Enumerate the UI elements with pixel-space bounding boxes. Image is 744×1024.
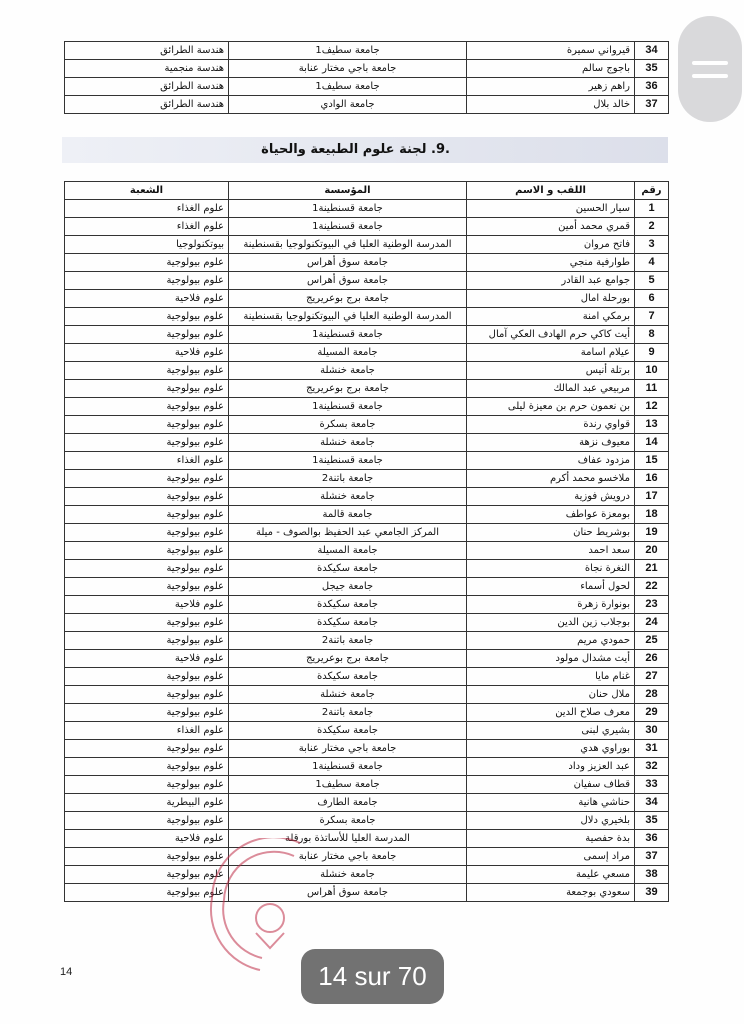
table-row xyxy=(65,758,669,776)
row-institution: جامعة قسنطينة1 xyxy=(229,200,467,218)
row-number: 20 xyxy=(635,542,669,560)
row-name: برتلة أنيس xyxy=(467,362,635,380)
row-number: 2 xyxy=(635,218,669,236)
row-institution: جامعة قالمة xyxy=(229,506,467,524)
row-number: 21 xyxy=(635,560,669,578)
row-number: 11 xyxy=(635,380,669,398)
table-row xyxy=(65,272,669,290)
row-specialty: علوم بيولوجية xyxy=(65,434,229,452)
row-specialty: هندسة منجمية xyxy=(65,60,229,78)
row-institution: جامعة قسنطينة1 xyxy=(229,758,467,776)
row-specialty: علوم بيولوجية xyxy=(65,848,229,866)
row-specialty: علوم البيطرية xyxy=(65,794,229,812)
page-number: 14 xyxy=(60,966,73,978)
row-institution: جامعة خنشلة xyxy=(229,434,467,452)
row-specialty: علوم بيولوجية xyxy=(65,776,229,794)
row-name: باجوج سالم xyxy=(467,60,635,78)
row-name: فاتح مروان xyxy=(467,236,635,254)
row-institution: جامعة قسنطينة1 xyxy=(229,398,467,416)
row-number: 34 xyxy=(635,42,669,60)
hamburger-menu-icon-bar xyxy=(692,74,728,78)
table-row xyxy=(65,416,669,434)
row-name: درويش فوزية xyxy=(467,488,635,506)
row-name: بوراوي هدي xyxy=(467,740,635,758)
row-number: 23 xyxy=(635,596,669,614)
row-institution: جامعة باتنة2 xyxy=(229,632,467,650)
row-number: 33 xyxy=(635,776,669,794)
row-name: قطاف سفيان xyxy=(467,776,635,794)
row-institution: جامعة قسنطينة1 xyxy=(229,218,467,236)
official-stamp xyxy=(200,838,310,978)
row-number: 16 xyxy=(635,470,669,488)
table-row xyxy=(65,60,669,78)
row-number: 36 xyxy=(635,830,669,848)
row-number: 26 xyxy=(635,650,669,668)
row-number: 6 xyxy=(635,290,669,308)
row-institution: جامعة باجي مختار عنابة xyxy=(229,848,467,866)
table-row xyxy=(65,848,669,866)
row-name: مراد إسمى xyxy=(467,848,635,866)
row-name: سعودي بوجمعة xyxy=(467,884,635,902)
row-name: طوارفية منجي xyxy=(467,254,635,272)
row-number: 36 xyxy=(635,78,669,96)
table-row xyxy=(65,578,669,596)
table-header-row xyxy=(65,182,669,200)
row-institution: جامعة سكيكدة xyxy=(229,560,467,578)
table-row xyxy=(65,668,669,686)
table-row xyxy=(65,78,669,96)
row-institution: جامعة بسكرة xyxy=(229,812,467,830)
row-specialty: علوم بيولوجية xyxy=(65,560,229,578)
table-row xyxy=(65,200,669,218)
row-institution: جامعة قسنطينة1 xyxy=(229,326,467,344)
row-name: ملاخسو محمد أكرم xyxy=(467,470,635,488)
row-specialty: هندسة الطرائق xyxy=(65,96,229,114)
table-row xyxy=(65,884,669,902)
table-row xyxy=(65,254,669,272)
table-row xyxy=(65,380,669,398)
table-row xyxy=(65,470,669,488)
row-name: مسعي عليمة xyxy=(467,866,635,884)
row-name: بورحلة امال xyxy=(467,290,635,308)
row-specialty: علوم بيولوجية xyxy=(65,578,229,596)
table-row xyxy=(65,362,669,380)
row-institution: جامعة سوق أهراس xyxy=(229,884,467,902)
table-row xyxy=(65,704,669,722)
table-row xyxy=(65,326,669,344)
row-institution: جامعة جيجل xyxy=(229,578,467,596)
row-name: أيت مشدال مولود xyxy=(467,650,635,668)
row-institution: جامعة سكيكدة xyxy=(229,596,467,614)
row-number: 15 xyxy=(635,452,669,470)
row-specialty: علوم الغذاء xyxy=(65,200,229,218)
row-specialty: علوم بيولوجية xyxy=(65,884,229,902)
row-specialty: علوم بيولوجية xyxy=(65,362,229,380)
row-name: حناشي هانية xyxy=(467,794,635,812)
row-specialty: علوم بيولوجية xyxy=(65,758,229,776)
table-row xyxy=(65,812,669,830)
row-name: قمري محمد أمين xyxy=(467,218,635,236)
header-num: رقم xyxy=(635,182,669,200)
row-specialty: علوم بيولوجية xyxy=(65,614,229,632)
table-row xyxy=(65,42,669,60)
row-institution: جامعة سوق أهراس xyxy=(229,272,467,290)
row-name: بلخيري دلال xyxy=(467,812,635,830)
row-specialty: علوم بيولوجية xyxy=(65,488,229,506)
table-row xyxy=(65,686,669,704)
row-institution: جامعة باتنة2 xyxy=(229,704,467,722)
row-institution: جامعة سكيكدة xyxy=(229,668,467,686)
row-number: 1 xyxy=(635,200,669,218)
row-institution: المدرسة العليا للأساتذة بورقلة xyxy=(229,830,467,848)
row-number: 35 xyxy=(635,60,669,78)
row-name: بومعزة عواطف xyxy=(467,506,635,524)
row-number: 37 xyxy=(635,848,669,866)
row-specialty: علوم فلاحية xyxy=(65,596,229,614)
row-institution: جامعة خنشلة xyxy=(229,866,467,884)
row-specialty: علوم بيولوجية xyxy=(65,380,229,398)
row-institution: المركز الجامعي عبد الحفيظ بوالصوف - ميلة xyxy=(229,524,467,542)
table-row xyxy=(65,740,669,758)
row-specialty: علوم بيولوجية xyxy=(65,326,229,344)
row-institution: جامعة باتنة2 xyxy=(229,470,467,488)
row-name: النغرة نجاة xyxy=(467,560,635,578)
row-specialty: علوم الغذاء xyxy=(65,452,229,470)
row-name: حمودي مريم xyxy=(467,632,635,650)
row-number: 24 xyxy=(635,614,669,632)
row-name: بوجلاب زين الدين xyxy=(467,614,635,632)
table-row xyxy=(65,614,669,632)
row-specialty: علوم بيولوجية xyxy=(65,506,229,524)
row-specialty: علوم بيولوجية xyxy=(65,542,229,560)
table-row xyxy=(65,722,669,740)
row-specialty: علوم بيولوجية xyxy=(65,668,229,686)
row-name: بشيري لبنى xyxy=(467,722,635,740)
row-institution: المدرسة الوطنية العليا في البيوتكنولوجيا بقسنطينة xyxy=(229,308,467,326)
row-number: 28 xyxy=(635,686,669,704)
committee-table xyxy=(64,181,669,902)
table-row xyxy=(65,308,669,326)
row-number: 13 xyxy=(635,416,669,434)
row-number: 37 xyxy=(635,96,669,114)
row-specialty: علوم بيولوجية xyxy=(65,470,229,488)
row-specialty: علوم بيولوجية xyxy=(65,686,229,704)
table-row xyxy=(65,434,669,452)
table-row xyxy=(65,290,669,308)
row-name: سيار الحسين xyxy=(467,200,635,218)
row-number: 27 xyxy=(635,668,669,686)
row-institution: جامعة باجي مختار عنابة xyxy=(229,60,467,78)
header-specialty: الشعبة xyxy=(65,182,229,200)
row-number: 5 xyxy=(635,272,669,290)
row-number: 25 xyxy=(635,632,669,650)
table-row xyxy=(65,776,669,794)
row-number: 29 xyxy=(635,704,669,722)
row-number: 4 xyxy=(635,254,669,272)
row-institution: جامعة سكيكدة xyxy=(229,722,467,740)
row-name: لحول أسماء xyxy=(467,578,635,596)
row-institution: جامعة برج بوعريريج xyxy=(229,650,467,668)
row-name: خالد بلال xyxy=(467,96,635,114)
table-row xyxy=(65,632,669,650)
row-institution: جامعة سكيكدة xyxy=(229,614,467,632)
row-name: قواوي رندة xyxy=(467,416,635,434)
table-row xyxy=(65,560,669,578)
row-name: بوشريط حنان xyxy=(467,524,635,542)
row-name: ملال حنان xyxy=(467,686,635,704)
table-row xyxy=(65,794,669,812)
row-name: سعد احمد xyxy=(467,542,635,560)
row-institution: جامعة سطيف1 xyxy=(229,78,467,96)
table-row xyxy=(65,650,669,668)
table-row xyxy=(65,866,669,884)
page-indicator: 14 sur 70 xyxy=(301,949,444,1004)
row-number: 18 xyxy=(635,506,669,524)
row-specialty: علوم الغذاء xyxy=(65,218,229,236)
row-number: 39 xyxy=(635,884,669,902)
row-name: معيوف نزهة xyxy=(467,434,635,452)
hamburger-menu-button[interactable] xyxy=(678,16,742,122)
table-row xyxy=(65,524,669,542)
row-name: برمكي امنة xyxy=(467,308,635,326)
row-specialty: علوم بيولوجية xyxy=(65,308,229,326)
continued-table xyxy=(64,41,669,114)
row-institution: جامعة خنشلة xyxy=(229,362,467,380)
row-specialty: علوم بيولوجية xyxy=(65,524,229,542)
table-row xyxy=(65,236,669,254)
row-name: عيلام اسامة xyxy=(467,344,635,362)
row-name: بن نعمون حرم بن معيزة ليلى xyxy=(467,398,635,416)
row-number: 10 xyxy=(635,362,669,380)
row-specialty: علوم فلاحية xyxy=(65,650,229,668)
row-name: مربيعي عبد المالك xyxy=(467,380,635,398)
row-number: 30 xyxy=(635,722,669,740)
row-number: 34 xyxy=(635,794,669,812)
row-institution: جامعة المسيلة xyxy=(229,542,467,560)
row-specialty: علوم بيولوجية xyxy=(65,272,229,290)
header-name: اللقب و الاسم xyxy=(467,182,635,200)
row-specialty: علوم الغذاء xyxy=(65,722,229,740)
row-number: 35 xyxy=(635,812,669,830)
row-specialty: علوم بيولوجية xyxy=(65,254,229,272)
row-specialty: علوم فلاحية xyxy=(65,344,229,362)
row-number: 31 xyxy=(635,740,669,758)
table-row xyxy=(65,506,669,524)
table-row xyxy=(65,96,669,114)
row-number: 7 xyxy=(635,308,669,326)
row-specialty: علوم بيولوجية xyxy=(65,632,229,650)
row-institution: جامعة المسيلة xyxy=(229,344,467,362)
row-name: عبد العزيز وداد xyxy=(467,758,635,776)
row-name: أيت كاكي حرم الهادف العكي آمال xyxy=(467,326,635,344)
table-row xyxy=(65,452,669,470)
row-name: غنام مايا xyxy=(467,668,635,686)
row-institution: جامعة برج بوعريريج xyxy=(229,380,467,398)
row-name: بونوارة زهرة xyxy=(467,596,635,614)
table-row xyxy=(65,830,669,848)
row-name: راهم زهير xyxy=(467,78,635,96)
hamburger-menu-icon xyxy=(692,61,728,65)
row-specialty: علوم بيولوجية xyxy=(65,416,229,434)
table-row xyxy=(65,596,669,614)
row-number: 19 xyxy=(635,524,669,542)
row-specialty: علوم بيولوجية xyxy=(65,812,229,830)
table-row xyxy=(65,488,669,506)
row-specialty: هندسة الطرائق xyxy=(65,78,229,96)
table-row xyxy=(65,398,669,416)
row-number: 14 xyxy=(635,434,669,452)
row-institution: جامعة خنشلة xyxy=(229,488,467,506)
row-specialty: علوم بيولوجية xyxy=(65,398,229,416)
row-number: 8 xyxy=(635,326,669,344)
row-institution: المدرسة الوطنية العليا في البيوتكنولوجيا بقسنطينة xyxy=(229,236,467,254)
row-number: 38 xyxy=(635,866,669,884)
section-heading xyxy=(62,137,668,163)
row-number: 32 xyxy=(635,758,669,776)
row-specialty: علوم بيولوجية xyxy=(65,866,229,884)
row-number: 3 xyxy=(635,236,669,254)
row-institution: جامعة الطارف xyxy=(229,794,467,812)
row-specialty: بيوتكنولوجيا xyxy=(65,236,229,254)
row-name: معرف صلاح الدين xyxy=(467,704,635,722)
row-name: قيرواني سميرة xyxy=(467,42,635,60)
row-number: 22 xyxy=(635,578,669,596)
row-institution: جامعة باجي مختار عنابة xyxy=(229,740,467,758)
row-specialty: هندسة الطرائق xyxy=(65,42,229,60)
row-institution: جامعة برج بوعريريج xyxy=(229,290,467,308)
row-specialty: علوم فلاحية xyxy=(65,290,229,308)
row-institution: جامعة خنشلة xyxy=(229,686,467,704)
row-specialty: علوم بيولوجية xyxy=(65,740,229,758)
row-institution: جامعة سطيف1 xyxy=(229,42,467,60)
row-name: مزدود عفاف xyxy=(467,452,635,470)
row-name: بدة حفصية xyxy=(467,830,635,848)
row-institution: جامعة الوادي xyxy=(229,96,467,114)
row-institution: جامعة بسكرة xyxy=(229,416,467,434)
section-title: .9. لجنة علوم الطبيعة والحياة xyxy=(261,142,450,157)
row-institution: جامعة سطيف1 xyxy=(229,776,467,794)
table-row xyxy=(65,344,669,362)
row-name: جوامع عبد القادر xyxy=(467,272,635,290)
row-institution: جامعة سوق أهراس xyxy=(229,254,467,272)
table-row xyxy=(65,218,669,236)
row-number: 12 xyxy=(635,398,669,416)
row-specialty: علوم فلاحية xyxy=(65,830,229,848)
row-number: 17 xyxy=(635,488,669,506)
row-number: 9 xyxy=(635,344,669,362)
row-specialty: علوم بيولوجية xyxy=(65,704,229,722)
table-row xyxy=(65,542,669,560)
row-institution: جامعة قسنطينة1 xyxy=(229,452,467,470)
header-institution: المؤسسة xyxy=(229,182,467,200)
